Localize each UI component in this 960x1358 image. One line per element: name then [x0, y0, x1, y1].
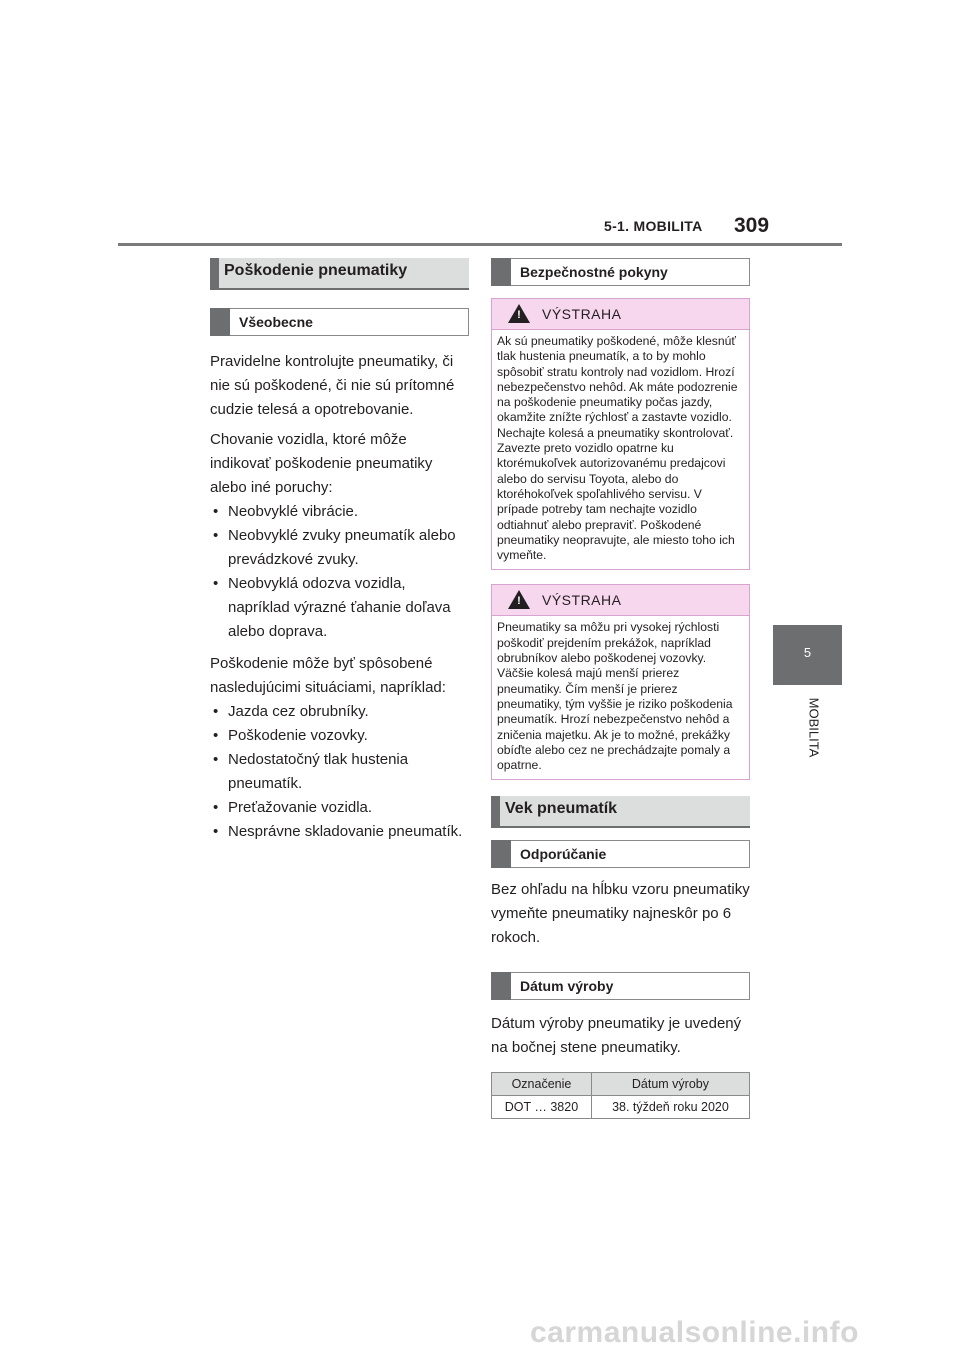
- watermark: carmanualsonline.info: [530, 1316, 859, 1349]
- list-item: • Neobvyklé zvuky pneumatík alebo prevádzkové zvuky.: [210, 524, 469, 572]
- right-column: [491, 258, 750, 1119]
- heading-text: Vek pneumatík: [505, 800, 618, 818]
- subheading-bar: [491, 840, 511, 868]
- subheading-safety: [491, 258, 750, 286]
- header-rule: [118, 243, 842, 246]
- table-cell: DOT … 3820: [492, 1096, 592, 1119]
- subheading-bar: [491, 258, 511, 286]
- subheading-text: Všeobecne: [239, 314, 313, 330]
- symptom-list: [210, 500, 469, 644]
- subheading-recommendation: [491, 840, 750, 868]
- paragraph: Poškodenie môže byť spôsobené nasledujúcimi situáciami, napríklad:: [210, 655, 446, 696]
- paragraph: Pravidelne kontrolujte pneumatiky, či nie sú poškodené, či nie sú prítomné cudzie telesá a opotrebovanie.: [210, 353, 455, 418]
- table-cell: 38. týždeň roku 2020: [591, 1096, 749, 1119]
- warning-text: Pneumatiky sa môžu pri vysokej rýchlosti poškodiť prejdením prekážok, napríklad obrubníkov alebo poškodenej vozovky. Väčšie kolesá majú menší prierez pneumatiky. Čím menší je prierez pneumatiky, tým vyššie je riziko poškodenia pneumatík. Hrozí nebezpečenstvo nehôd a zničenia majetku. Ak je to možné, prekážky obíďte alebo cez ne prechádzajte pomaly a opatrne.: [497, 620, 733, 773]
- table-header-cell: Označenie: [492, 1073, 592, 1096]
- heading-bar: [491, 796, 500, 828]
- table-row: [492, 1096, 750, 1119]
- chapter-label: MOBILITA: [806, 697, 822, 758]
- chapter-tab-number: 5: [803, 645, 812, 660]
- list-item: • Nedostatočný tlak hustenia pneumatík.: [210, 748, 469, 796]
- heading-tire-damage: [210, 258, 469, 290]
- section-title: 5-1. MOBILITA: [604, 218, 703, 234]
- chapter-tab[interactable]: [773, 625, 842, 685]
- subheading-production-date: [491, 972, 750, 1000]
- warning-header: ! VÝSTRAHA: [492, 299, 749, 330]
- subheading-text: Bezpečnostné pokyny: [520, 264, 668, 280]
- subheading-text: Odporúčanie: [520, 846, 607, 863]
- list-item: • Nesprávne skladovanie pneumatík.: [210, 820, 469, 844]
- warning-box: [491, 298, 750, 570]
- subheading-bar: [491, 972, 511, 1000]
- list-item: • Preťažovanie vozidla.: [210, 796, 469, 820]
- list-item: • Neobvyklá odozva vozidla, napríklad výrazné ťahanie doľava alebo doprava.: [210, 572, 469, 644]
- table-header-row: [492, 1073, 750, 1096]
- warning-label: VÝSTRAHA: [542, 306, 622, 322]
- list-item: • Poškodenie vozovky.: [210, 724, 469, 748]
- warning-header: ! VÝSTRAHA: [492, 585, 749, 616]
- left-column: [210, 258, 469, 852]
- paragraph: Bez ohľadu na hĺbku vzoru pneumatiky vymeňte pneumatiky najneskôr po 6 rokoch.: [491, 881, 750, 947]
- heading-text: Poškodenie pneumatiky: [224, 262, 408, 279]
- subheading-bar: [210, 308, 230, 336]
- page-number: 309: [734, 214, 770, 237]
- list-item: • Jazda cez obrubníky.: [210, 700, 469, 724]
- list-item: • Neobvyklé vibrácie.: [210, 500, 469, 524]
- heading-bar: [210, 258, 219, 290]
- paragraph: Dátum výroby pneumatiky je uvedený na bočnej stene pneumatiky.: [491, 1015, 742, 1057]
- table-header-cell: Dátum výroby: [591, 1073, 749, 1096]
- subheading-general: [210, 308, 469, 336]
- subheading-text: Dátum výroby: [520, 978, 614, 995]
- warning-box: [491, 584, 750, 780]
- warning-text: Ak sú pneumatiky poškodené, môže klesnúť tlak hustenia pneumatík, a to by mohlo spôsobiť stratu kontroly nad vozidlom. Hrozí nebezpečenstvo nehôd. Ak máte podozrenie na poškodenie pneumatiky počas jazdy, okamžite znížte rýchlosť a zastavte vozidlo. Nechajte kolesá a pneumatiky skontrolovať. Zavezte preto vozidlo opatrne ku ktorémukoľvek autorizovanému predajcovi alebo do servisu Toyota, alebo do ktoréhokoľvek spoľahlivého servisu. V prípade potreby tam nechajte vozidlo odtiahnuť alebo prepraviť. Poškodené pneumatiky neopravujte, ale miesto toho ich vymeňte.: [497, 334, 738, 563]
- warning-label: VÝSTRAHA: [542, 592, 622, 609]
- production-date-table: [491, 1072, 750, 1119]
- paragraph: Chovanie vozidla, ktoré môže indikovať poškodenie pneumatiky alebo iné poruchy:: [210, 431, 433, 496]
- heading-tire-age: [491, 796, 750, 828]
- cause-list: [210, 700, 469, 844]
